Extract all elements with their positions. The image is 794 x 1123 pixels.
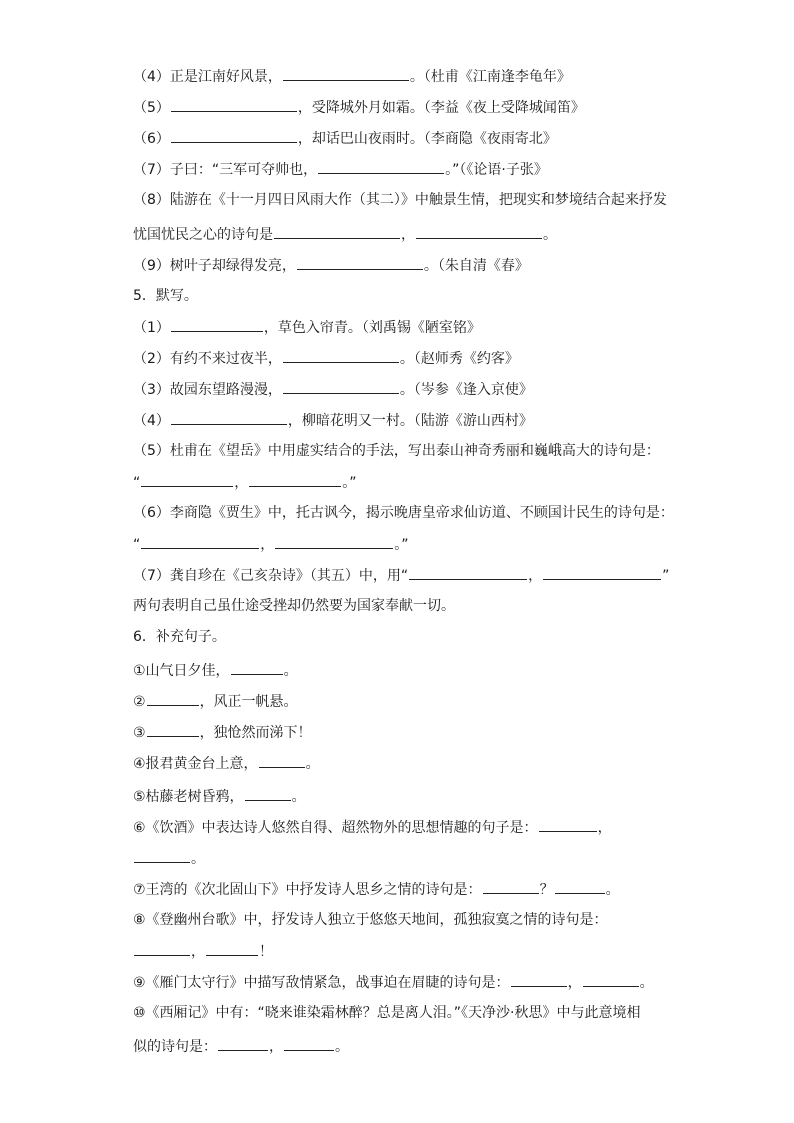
text: （5）杜甫在《望岳》中用虚实结合的手法，写出泰山神奇秀丽和巍峨高大的诗句是： (133, 443, 660, 459)
q4-item-8-line1 (133, 190, 667, 210)
text: （6） (133, 131, 170, 147)
q5-item-1 (133, 317, 481, 338)
text: （6）李商隐《贾生》中，托古讽今，揭示晚唐皇帝求仙访道、不顾国计民生的诗句是： (133, 505, 674, 521)
answer-blank[interactable] (275, 534, 393, 549)
q6-item-10-line1 (133, 1003, 641, 1023)
q6-item-1 (133, 660, 298, 681)
answer-blank[interactable] (141, 472, 233, 487)
text: 。（岑参《逢入京使》 (399, 382, 533, 398)
text: 。 (639, 975, 654, 991)
q6-item-3 (133, 722, 312, 743)
text: ！ (259, 944, 273, 960)
q5-item-5-line1 (133, 441, 660, 461)
q5-item-3 (133, 379, 533, 400)
text: 。（赵师秀《约客》 (399, 351, 519, 367)
q5-heading (133, 286, 198, 306)
text: 。（杜甫《江南逢李龟年》 (409, 69, 571, 85)
text: ①山气日夕佳， (133, 663, 230, 679)
answer-blank[interactable] (583, 972, 639, 987)
q6-heading (133, 627, 226, 647)
text: （5） (133, 100, 170, 116)
answer-blank[interactable] (171, 97, 297, 112)
q4-item-7 (133, 159, 548, 180)
text: ， (528, 568, 543, 584)
text: ， (401, 227, 415, 243)
q5-item-5-line2 (133, 472, 357, 493)
text: ⑨《雁门太守行》中描写敌情紧急，战事迫在眉睫的诗句是： (133, 975, 510, 991)
q6-item-9 (133, 972, 654, 993)
answer-blank[interactable] (409, 565, 527, 580)
text: ？ (539, 882, 554, 898)
text: ，却话巴山夜雨时。（李商隐《夜雨寄北》 (297, 131, 557, 147)
text: ④报君黄金台上意， (133, 756, 258, 772)
text: ，独怆然而涕下！ (199, 725, 312, 741)
answer-blank[interactable] (259, 753, 305, 768)
answer-blank[interactable] (416, 224, 542, 239)
q6-item-10-line2 (133, 1036, 349, 1057)
answer-blank[interactable] (284, 1036, 334, 1051)
text: ” (662, 568, 670, 584)
q6-item-8-line1 (133, 910, 608, 930)
text: ⑤枯藤老树昏鸦， (133, 789, 244, 805)
q6-item-5 (133, 786, 306, 807)
text: 。 (283, 663, 298, 679)
text: 。 (305, 756, 320, 772)
text: ，风正一帆悬。 (199, 694, 298, 710)
q4-item-5 (133, 97, 585, 118)
q5-item-6-line1 (133, 503, 674, 523)
q5-item-7-line2 (133, 596, 455, 616)
q4-item-6 (133, 128, 557, 149)
answer-blank[interactable] (147, 722, 199, 737)
text: （3）故园东望路漫漫， (133, 382, 282, 398)
question-heading: 5．默写。 (133, 288, 198, 304)
text: 。 (543, 227, 557, 243)
text: ，草色入帘青。（刘禹锡《陋室铭》 (263, 320, 481, 336)
q4-item-4 (133, 66, 571, 87)
text: “ (133, 475, 141, 491)
question-heading: 6．补充句子。 (133, 629, 226, 645)
q6-item-6-line2 (133, 848, 205, 869)
text: ， (260, 537, 275, 553)
answer-blank[interactable] (171, 128, 297, 143)
text: 。” (394, 537, 409, 553)
text: ， (567, 975, 582, 991)
text: ⑧《登幽州台歌》中，抒发诗人独立于悠悠天地间，孤独寂寞之情的诗句是： (133, 912, 608, 928)
answer-blank[interactable] (134, 941, 190, 956)
answer-blank[interactable] (511, 972, 567, 987)
answer-blank[interactable] (539, 817, 597, 832)
answer-blank[interactable] (483, 879, 539, 894)
text: 两句表明自己虽仕途受挫却仍然要为国家奉献一切。 (133, 598, 455, 614)
q5-item-7-line1 (133, 565, 669, 586)
text: （7）子曰：“三军可夺帅也， (133, 162, 318, 178)
q6-item-7 (133, 879, 620, 900)
text: ⑩《西厢记》中有：“晓来谁染霜林醉？总是离人泪。”《天净沙·秋思》中与此意境相 (133, 1005, 641, 1021)
text: ，柳暗花明又一村。（陆游《游山西村》 (287, 413, 533, 429)
text: ⑦王湾的《次北固山下》中抒发诗人思乡之情的诗句是： (133, 882, 482, 898)
text: 似的诗句是： (133, 1039, 217, 1055)
text: ② (133, 694, 146, 710)
text: （7）龚自珍在《己亥杂诗》（其五）中，用“ (133, 568, 409, 584)
text: ⑥《饮酒》中表达诗人悠然自得、超然物外的思想情趣的句子是： (133, 820, 538, 836)
answer-blank[interactable] (171, 317, 263, 332)
text: 。 (191, 851, 205, 867)
answer-blank[interactable] (283, 348, 399, 363)
answer-blank[interactable] (218, 1036, 268, 1051)
text: （9）树叶子却绿得发亮， (133, 258, 296, 274)
answer-blank[interactable] (555, 879, 605, 894)
answer-blank[interactable] (245, 786, 291, 801)
text: ③ (133, 725, 146, 741)
q6-item-4 (133, 753, 320, 774)
q5-item-6-line2 (133, 534, 409, 555)
text: 。 (335, 1039, 349, 1055)
text: 。” (342, 475, 357, 491)
answer-blank[interactable] (171, 410, 287, 425)
answer-blank[interactable] (297, 255, 423, 270)
answer-blank[interactable] (283, 379, 399, 394)
text: 。 (291, 789, 306, 805)
q5-item-2 (133, 348, 519, 369)
text: （8）陆游在《十一月四日风雨大作（其二）》中触景生情，把现实和梦境结合起来抒发 (133, 192, 667, 208)
answer-blank[interactable] (141, 534, 259, 549)
answer-blank[interactable] (283, 66, 409, 81)
q6-item-2 (133, 691, 298, 712)
text: （4） (133, 413, 170, 429)
text: 。 (605, 882, 620, 898)
text: 。”（《论语·子张》 (445, 162, 548, 178)
q6-item-8-line2 (133, 941, 273, 962)
text: ，受降城外月如霜。（李益《夜上受降城闻笛》 (297, 100, 585, 116)
text: 。（朱自清《春》 (423, 258, 529, 274)
q5-item-4 (133, 410, 533, 431)
answer-blank[interactable] (249, 472, 341, 487)
text: （2）有约不来过夜半， (133, 351, 282, 367)
answer-blank[interactable] (274, 224, 400, 239)
answer-blank[interactable] (543, 565, 661, 580)
q4-item-8-line2 (133, 224, 557, 245)
text: （1） (133, 320, 170, 336)
answer-blank[interactable] (318, 159, 444, 174)
answer-blank[interactable] (206, 941, 258, 956)
text: 忧国忧民之心的诗句是 (133, 227, 273, 243)
q6-item-6-line1 (133, 817, 612, 838)
text: （4）正是江南好风景， (133, 69, 282, 85)
answer-blank[interactable] (147, 691, 199, 706)
text: ， (234, 475, 249, 491)
answer-blank[interactable] (231, 660, 283, 675)
text: ， (269, 1039, 283, 1055)
text: ， (191, 944, 205, 960)
text: “ (133, 537, 141, 553)
answer-blank[interactable] (134, 848, 190, 863)
q4-item-9 (133, 255, 529, 276)
text: ， (597, 820, 612, 836)
